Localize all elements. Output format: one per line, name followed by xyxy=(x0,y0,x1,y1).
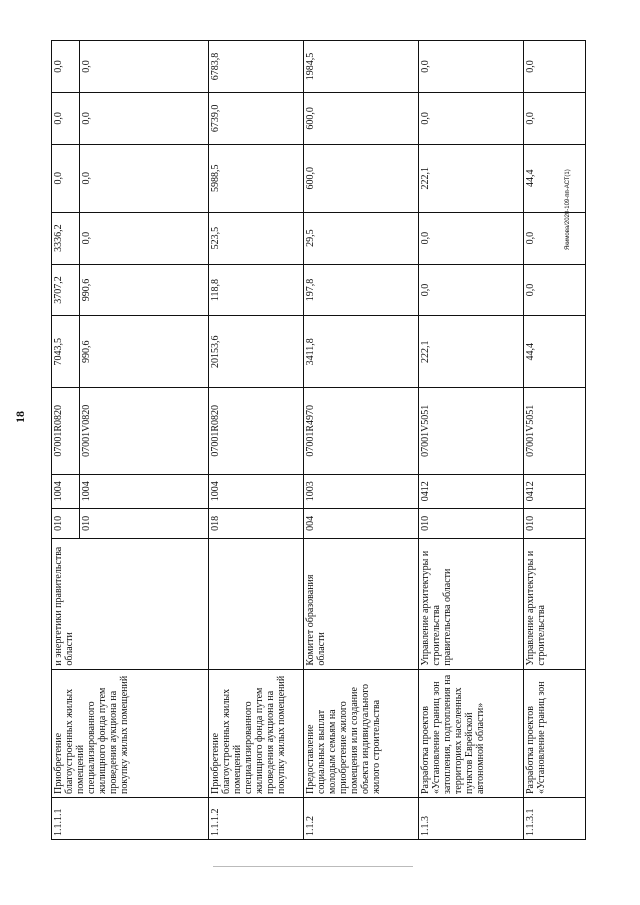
table-row xyxy=(52,41,80,840)
value-year-1: 3707,2 xyxy=(52,264,80,316)
value-year-4: 6739,0 xyxy=(208,92,303,144)
value-year-1: 0,0 xyxy=(418,264,523,316)
value-year-2: 3336,2 xyxy=(52,212,80,264)
rz-code: 0412 xyxy=(418,474,523,509)
table-row xyxy=(208,41,303,840)
grbs-code: 010 xyxy=(418,509,523,539)
value-year-3: 5988,5 xyxy=(208,144,303,212)
value-total: 44,4 xyxy=(523,316,585,388)
row-number: 1.1.1.2 xyxy=(208,798,303,840)
value-year-1: 0,0 xyxy=(523,264,585,316)
grbs-code: 010 xyxy=(80,509,209,539)
value-year-3: 600,0 xyxy=(303,144,418,212)
grbs-code: 010 xyxy=(52,509,80,539)
row-name: Разработка проектов «Установление границ зон xyxy=(523,669,585,797)
value-year-2: 0,0 xyxy=(418,212,523,264)
value-year-1: 118,8 xyxy=(208,264,303,316)
table-row xyxy=(418,41,523,840)
csr-code: 07001R0820 xyxy=(52,388,80,474)
csr-code: 07001R0820 xyxy=(208,388,303,474)
value-year-4: 600,0 xyxy=(303,92,418,144)
row-executor: Комитет образования области xyxy=(303,538,418,669)
table-row xyxy=(523,41,585,840)
value-year-3: 222,1 xyxy=(418,144,523,212)
rz-code: 0412 xyxy=(523,474,585,509)
value-year-1: 990,6 xyxy=(80,264,209,316)
value-year-3: 44,4 xyxy=(523,144,585,212)
value-year-4: 0,0 xyxy=(523,92,585,144)
value-total: 20153,6 xyxy=(208,316,303,388)
row-number: 1.1.3 xyxy=(418,798,523,840)
value-year-2: 523,5 xyxy=(208,212,303,264)
value-year-1: 197,8 xyxy=(303,264,418,316)
value-year-2: 0,0 xyxy=(523,212,585,264)
row-executor: Управление архитектуры и строительства правительства области xyxy=(418,538,523,669)
grbs-code: 018 xyxy=(208,509,303,539)
row-number: 1.1.2 xyxy=(303,798,418,840)
rz-code: 1004 xyxy=(208,474,303,509)
value-year-4: 0,0 xyxy=(52,92,80,144)
value-year-5: 0,0 xyxy=(418,41,523,93)
value-year-4: 0,0 xyxy=(418,92,523,144)
csr-code: 07001V5051 xyxy=(523,388,585,474)
table-row xyxy=(303,41,418,840)
value-year-3: 0,0 xyxy=(52,144,80,212)
row-name: Разработка проектов «Установление границ зон затопления, подтопления на территориях населенных пунктов Еврейской автономной области» xyxy=(418,669,523,797)
value-total: 222,1 xyxy=(418,316,523,388)
value-year-3: 0,0 xyxy=(80,144,209,212)
value-year-5: 6783,8 xyxy=(208,41,303,93)
row-number: 1.1.3.1 xyxy=(523,798,585,840)
page-number: 18 xyxy=(13,411,27,423)
value-total: 3411,8 xyxy=(303,316,418,388)
value-year-5: 0,0 xyxy=(523,41,585,93)
csr-code: 07001V0820 xyxy=(80,388,209,474)
row-name: Приобретение благоустроенных жилых помещений специализированного жилищного фонда путем проведения аукциона на покупку жилых помещений xyxy=(208,669,303,797)
grbs-code: 004 xyxy=(303,509,418,539)
grbs-code: 010 xyxy=(523,509,585,539)
csr-code: 07001R4970 xyxy=(303,388,418,474)
value-year-5: 0,0 xyxy=(80,41,209,93)
row-executor: и энергетики правительства области xyxy=(52,538,209,669)
row-number: 1.1.1.1 xyxy=(52,798,209,840)
value-total: 990,6 xyxy=(80,316,209,388)
row-executor: Управление архитектуры и строительства xyxy=(523,538,585,669)
csr-code: 07001V5051 xyxy=(418,388,523,474)
value-year-5: 1984,5 xyxy=(303,41,418,93)
scan-edge-line xyxy=(213,866,413,867)
row-executor xyxy=(208,538,303,669)
rz-code: 1003 xyxy=(303,474,418,509)
value-year-5: 0,0 xyxy=(52,41,80,93)
value-year-4: 0,0 xyxy=(80,92,209,144)
rz-code: 1004 xyxy=(52,474,80,509)
value-year-2: 0,0 xyxy=(80,212,209,264)
budget-table xyxy=(51,40,586,840)
row-name: Приобретение благоустроенных жилых помещений специализированного жилищного фонда путем проведения аукциона на покупку жилых помещений xyxy=(52,669,209,797)
row-name: Предоставление социальных выплат молодым семьям на приобретение жилого помещения или создание объекта индивидуального жилого строительства xyxy=(303,669,418,797)
value-total: 7043,5 xyxy=(52,316,80,388)
footer-stamp: Якимова/2020-109-пп-АСТ(1) xyxy=(565,169,571,250)
rz-code: 1004 xyxy=(80,474,209,509)
value-year-2: 29,5 xyxy=(303,212,418,264)
budget-table-rotated xyxy=(51,40,586,840)
